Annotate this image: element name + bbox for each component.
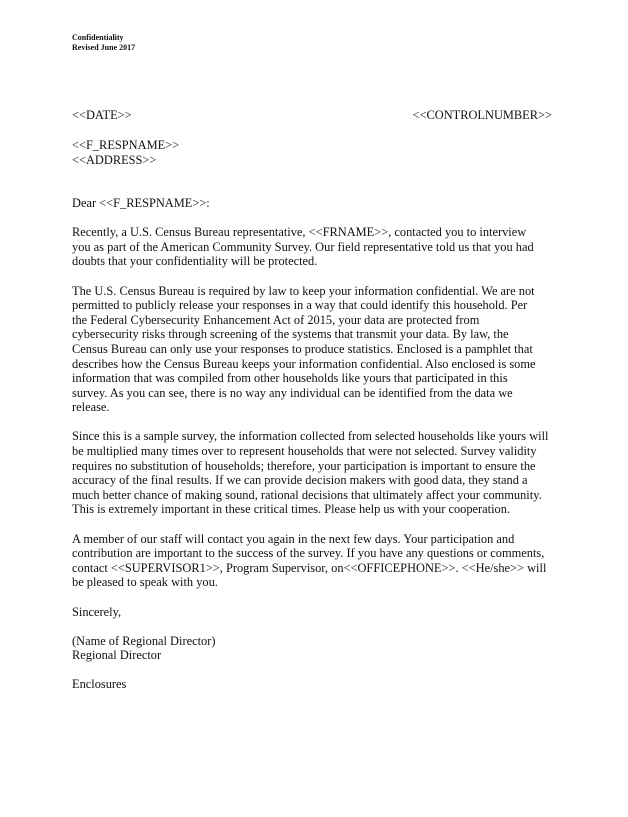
- text-line: contribution are important to the success of the survey. If you have any questions or comments,: [72, 546, 545, 561]
- text-line: the Federal Cybersecurity Enhancement Act of 2015, your data are protected from: [72, 312, 480, 327]
- text-line: The U.S. Census Bureau is required by law to keep your information confidential. We are not: [72, 283, 535, 298]
- date-placeholder: <<DATE>>: [72, 108, 132, 122]
- text-line: information that was compiled from other households like yours that participated in this: [72, 371, 508, 386]
- header-revised-date: Revised June 2017: [72, 43, 136, 52]
- signer-name: (Name of Regional Director): [72, 633, 216, 648]
- control-number-placeholder: <<CONTROLNUMBER>>: [412, 108, 552, 122]
- doc-header: [72, 33, 628, 53]
- text-line: Recently, a U.S. Census Bureau representative, <<FRNAME>>, contacted you to interview: [72, 225, 527, 240]
- text-line: requires no substitution of households; therefore, your participation is important to ensure the: [72, 458, 536, 473]
- text-line: survey. As you can see, there is no way any individual can be identified from the data we: [72, 385, 513, 400]
- text-line: Census Bureau can only use your responses to produce statistics. Enclosed is a pamphlet that: [72, 341, 533, 356]
- closing: Sincerely,: [72, 604, 122, 619]
- text-line: release.: [72, 400, 110, 415]
- paragraph-4: [72, 532, 628, 590]
- paragraph-2: [72, 284, 628, 415]
- text-line: A member of our staff will contact you again in the next few days. Your participation and: [72, 531, 515, 546]
- enclosures: Enclosures: [72, 677, 127, 692]
- paragraph-1: [72, 225, 628, 269]
- text-line: contact <<SUPERVISOR1>>, Program Supervisor, on<<OFFICEPHONE>>. <<He/she>> will: [72, 560, 547, 575]
- text-line: This is extremely important in these critical times. Please help us with your cooperation.: [72, 502, 511, 517]
- salutation: Dear <<F_RESPNAME>>:: [72, 195, 210, 210]
- text-line: describes how the Census Bureau keeps your information confidential. Also enclosed is some: [72, 356, 536, 371]
- respondent-address: <<ADDRESS>>: [72, 152, 157, 167]
- text-line: cybersecurity risks through screening of the systems that transmit your data. By law, the: [72, 327, 509, 342]
- text-line: be pleased to speak with you.: [72, 575, 218, 590]
- text-line: much better chance of making sound, rational decisions that ultimately affect your community.: [72, 487, 542, 502]
- signature-block: [72, 634, 628, 663]
- text-line: be multiplied many times over to represent households that were not selected. Survey validity: [72, 444, 537, 459]
- text-line: accuracy of the final results. If we can provide decision makers with good data, they stand a: [72, 473, 528, 488]
- respondent-name: <<F_RESPNAME>>: [72, 137, 180, 152]
- text-line: doubts that your confidentiality will be protected.: [72, 254, 318, 269]
- address-block: [72, 138, 628, 167]
- date-row: [72, 108, 628, 123]
- paragraph-3: [72, 429, 628, 517]
- text-line: permitted to publicly release your responses in a way that could identify this household. Per: [72, 298, 528, 313]
- header-confidentiality: Confidentiality: [72, 33, 124, 42]
- signer-title: Regional Director: [72, 648, 162, 663]
- text-line: Since this is a sample survey, the information collected from selected households like yours will: [72, 429, 549, 444]
- text-line: you as part of the American Community Survey. Our field representative told us that you had: [72, 239, 534, 254]
